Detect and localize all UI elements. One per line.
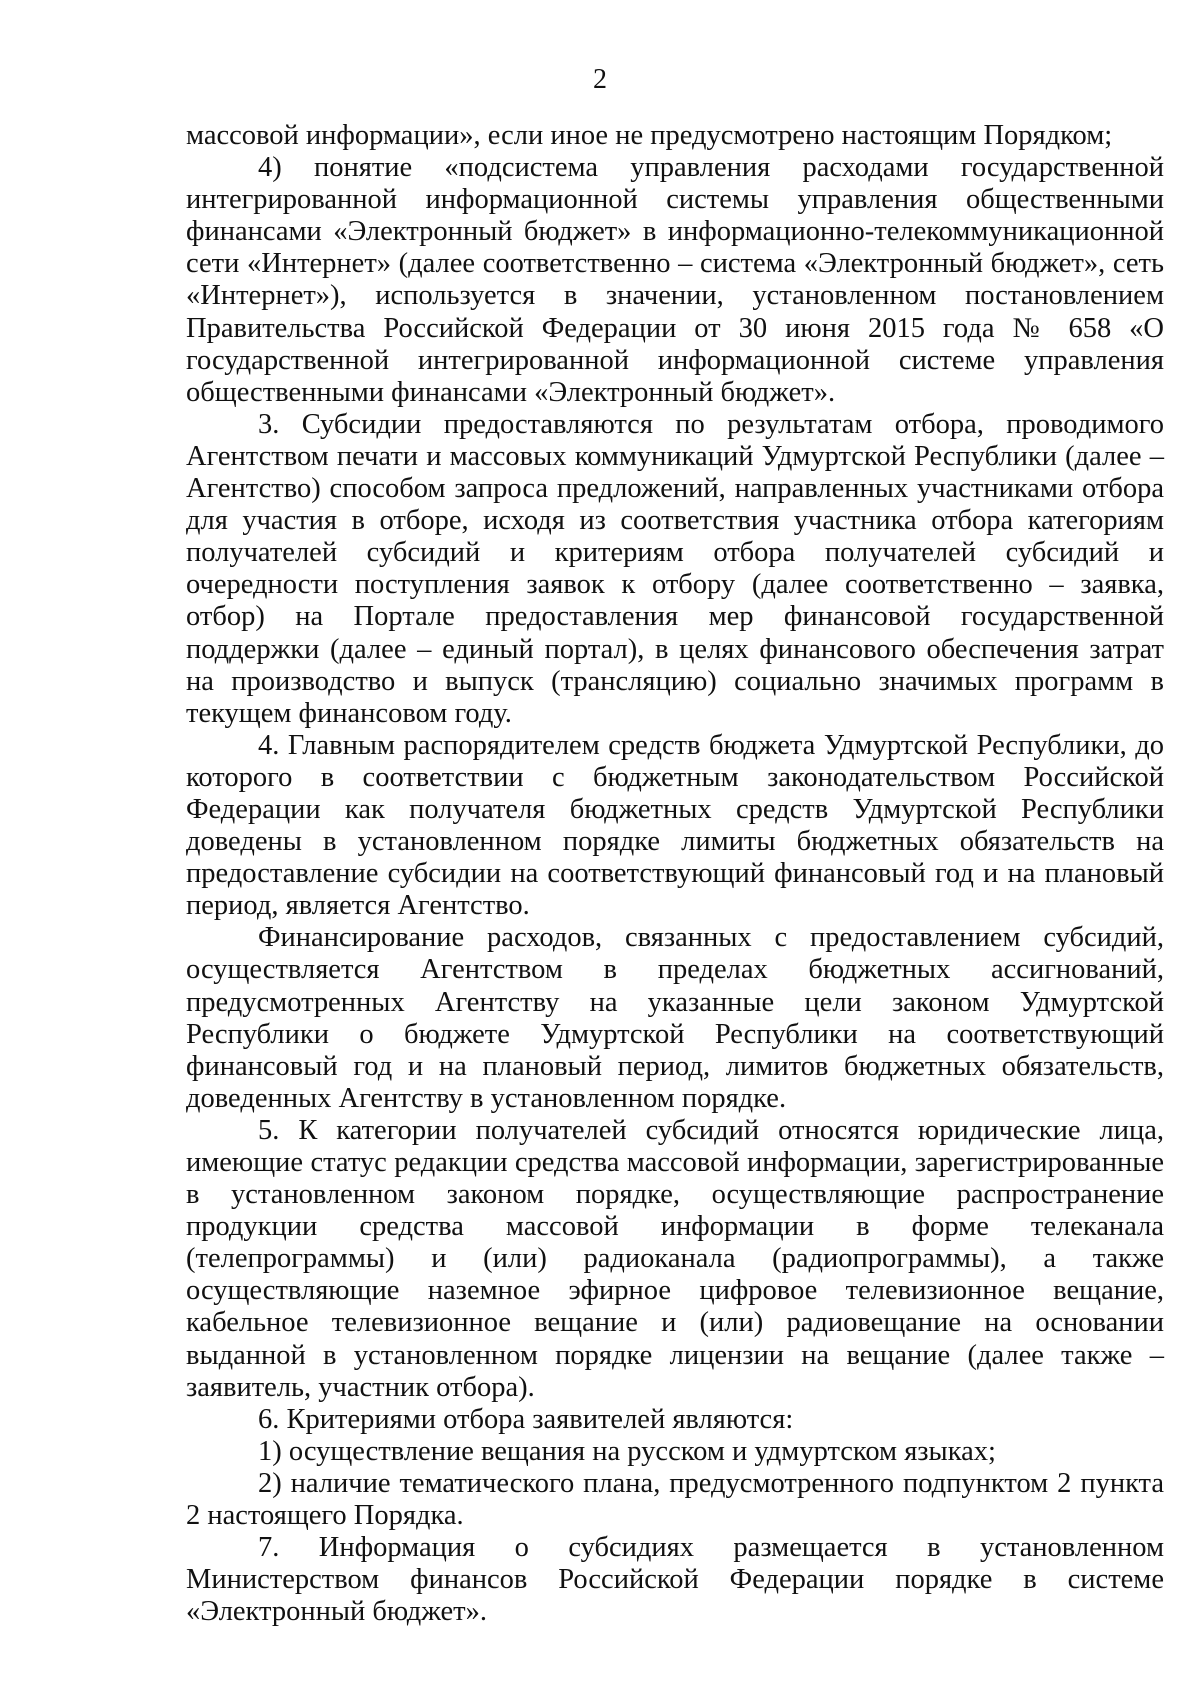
document-body (186, 120, 1164, 1628)
paragraph-p-6-1: 1) осуществление вещания на русском и удмуртском языках; (258, 1435, 996, 1467)
paragraph-p-7: 7. Информация о субсидиях размещается в установленном Министерством финансов Российской Федерации порядке в системе «Электронный бюджет». (186, 1532, 1164, 1628)
paragraph-p-6-2: 2) наличие тематического плана, предусмотренного подпунктом 2 пункта 2 настоящего Порядка. (186, 1467, 1164, 1532)
page-number: 2 (593, 64, 607, 95)
paragraph-p-6: 6. Критериями отбора заявителей являются: (258, 1403, 794, 1435)
paragraph-p-cont: массовой информации», если иное не предусмотрено настоящим Порядком; (186, 120, 1113, 151)
paragraph-p-4-fin: Финансирование расходов, связанных с предоставлением субсидий, осуществляется Агентством в пределах бюджетных ассигнований, предусмотренных Агентству на указанные цели законом Удмуртской Республики о бюджете Удмуртской Республики на соответствующий финансовый год и на плановый период, лимитов бюджетных обязательств, доведенных Агентству в установленном порядке. (186, 922, 1164, 1114)
paragraph-p-2-4: 4) понятие «подсистема управления расходами государственной интегрированной информационной системы управления общественными финансами «Электронный бюджет» в информационно-телекоммуникационной сети «Интернет» (далее соответственно – система «Электронный бюджет», сеть «Интернет»), используется в значении, установленном постановлением Правительства Российской Федерации от 30 июня 2015 года № 658 «О государственной интегрированной информационной системе управления общественными финансами «Электронный бюджет». (186, 152, 1164, 408)
paragraph-p-4: 4. Главным распорядителем средств бюджета Удмуртской Республики, до которого в соответствии с бюджетным законодательством Российской Федерации как получателя бюджетных средств Удмуртской Республики доведены в установленном порядке лимиты бюджетных обязательств на предоставление субсидии на соответствующий финансовый год и на плановый период, является Агентство. (186, 729, 1164, 922)
paragraph-p-3: 3. Субсидии предоставляются по результатам отбора, проводимого Агентством печати и массовых коммуникаций Удмуртской Республики (далее – Агентство) способом запроса предложений, направленных участниками отбора для участия в отборе, исходя из соответствия участника отбора категориям получателей субсидий и критериям отбора получателей субсидий и очередности поступления заявок к отбору (далее соответственно – заявка, отбор) на Портале предоставления мер финансовой государственной поддержки (далее – единый портал), в целях финансового обеспечения затрат на производство и выпуск (трансляцию) социально значимых программ в текущем финансовом году. (186, 408, 1164, 729)
paragraph-p-5: 5. К категории получателей субсидий относятся юридические лица, имеющие статус редакции средства массовой информации, зарегистрированные в установленном законом порядке, осуществляющие распространение продукции средства массовой информации в форме телеканала (телепрограммы) и (или) радиоканала (радиопрограммы), а также осуществляющие наземное эфирное цифровое телевизионное вещание, кабельное телевизионное вещание и (или) радиовещание на основании выданной в установленном порядке лицензии на вещание (далее также – заявитель, участник отбора). (186, 1114, 1164, 1403)
